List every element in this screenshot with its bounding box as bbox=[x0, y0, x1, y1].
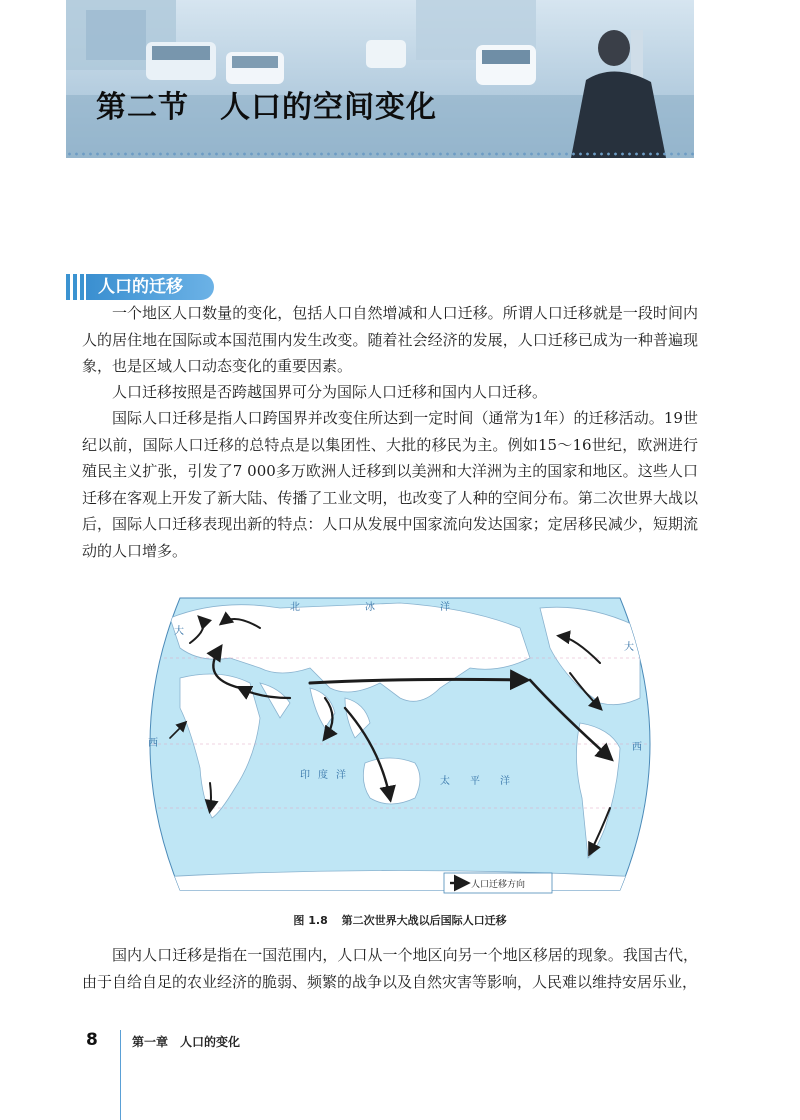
section-heading-label: 人口的迁移 bbox=[86, 274, 214, 300]
map-label: 冰 bbox=[365, 602, 375, 613]
page-number: 8 bbox=[86, 1030, 98, 1050]
legend-label: 人口迁移方向 bbox=[471, 880, 526, 890]
section-heading bbox=[66, 274, 216, 300]
banner-dotted-rule bbox=[66, 150, 694, 158]
map-label: 洋 bbox=[336, 770, 346, 781]
migration-arrow bbox=[210, 783, 211, 810]
map-label: 大 bbox=[174, 626, 184, 637]
paragraph-4: 国内人口迁移是指在一国范围内，人口从一个地区向另一个地区移居的现象。我国古代，由于自给自足的农业经济的脆弱、频繁的战争以及自然灾害等影响，人民难以维持安居乐业， bbox=[82, 946, 698, 991]
map-label: 度 bbox=[318, 770, 328, 781]
map-legend bbox=[444, 873, 552, 893]
paragraph-3: 国际人口迁移是指人口跨国界并改变住所达到一定时间（通常为1年）的迁移活动。19世纪以前，国际人口迁移的总特点是以集团性、大批的移民为主。例如15～16世纪，欧洲进行殖民主义扩张，引发了7 000多万欧洲人迁移到以美洲和大洋洲为主的国家和地区。这些人口迁移在客观上开发了新大陆、传播了工业文明，也改变了人种的空间分布。第二次世界大战以后，国际人口迁移表现出新的特点：人口从发展中国家流向发达国家；定居移民减少，短期流动的人口增多。 bbox=[82, 409, 698, 560]
map-label: 西 bbox=[632, 742, 642, 753]
map-label: 大 bbox=[624, 642, 634, 653]
map-label: 洋 bbox=[500, 776, 510, 787]
paragraph-1: 一个地区人口数量的变化，包括人口自然增减和人口迁移。所谓人口迁移就是一段时间内人的居住地在国际或本国范围内发生改变。随着社会经济的发展，人口迁移已成为一种普遍现象，也是区域人口动态变化的重要因素。 bbox=[82, 304, 698, 375]
page-title: 第二节 人口的空间变化 bbox=[96, 90, 437, 125]
footer-chapter-title: 第一章 人口的变化 bbox=[132, 1035, 241, 1049]
map-label: 太 bbox=[440, 776, 450, 787]
figure-number: 图 1.8 bbox=[293, 914, 328, 927]
map-label: 西 bbox=[148, 738, 158, 749]
world-map bbox=[140, 588, 660, 900]
figure-caption bbox=[0, 912, 800, 928]
map-label: 平 bbox=[470, 776, 480, 787]
street-scene-image bbox=[66, 0, 694, 158]
header-banner bbox=[66, 0, 694, 158]
migration-map-figure bbox=[140, 588, 660, 900]
map-label: 洋 bbox=[440, 602, 450, 613]
figure-caption-text: 第二次世界大战以后国际人口迁移 bbox=[341, 914, 507, 927]
map-label: 印 bbox=[300, 770, 310, 781]
map-label: 北 bbox=[290, 602, 300, 613]
paragraph-2: 人口迁移按照是否跨越国界可分为国际人口迁移和国内人口迁移。 bbox=[112, 383, 548, 401]
footer-rule bbox=[120, 1030, 121, 1120]
